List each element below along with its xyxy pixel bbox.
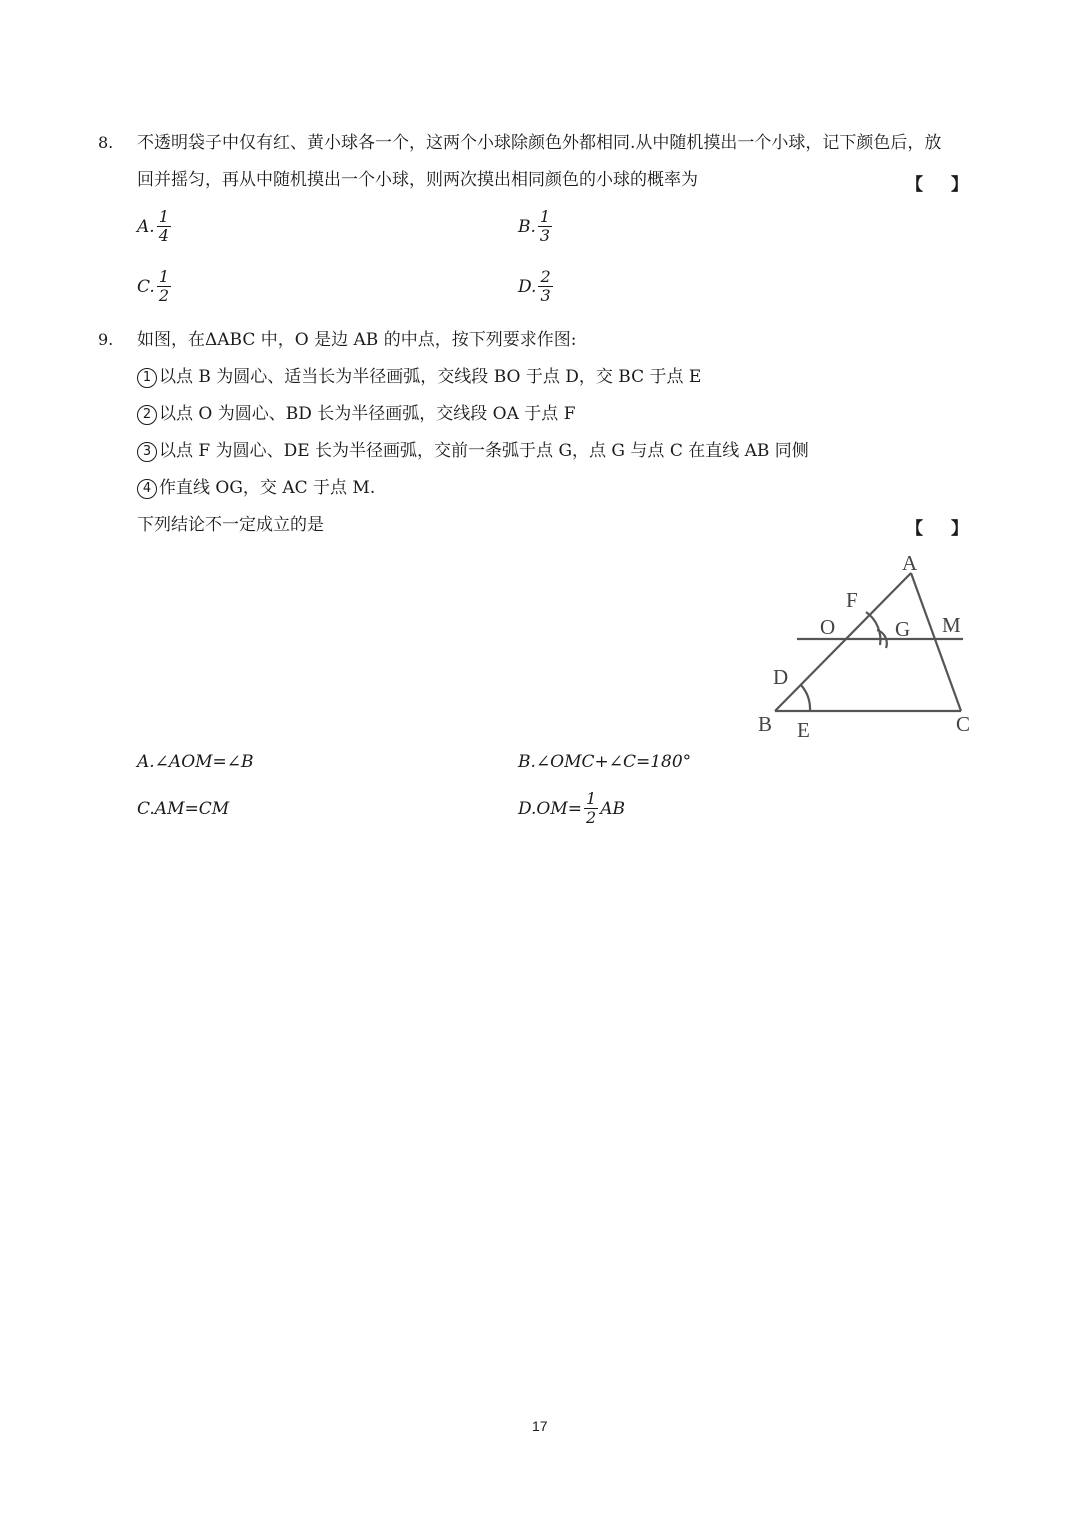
q8-option-b <box>518 208 552 245</box>
segment-ac <box>911 573 961 711</box>
q9-step-1 <box>137 367 701 388</box>
q9-number: 9. <box>98 330 114 349</box>
fraction-denominator: 2 <box>586 808 597 827</box>
q8-option-c <box>137 268 171 305</box>
fraction-denominator: 4 <box>158 226 169 245</box>
q9-answer-bracket: 【】 <box>906 519 996 539</box>
q9-question: 下列结论不一定成立的是 <box>137 515 324 535</box>
option-suffix: AB <box>600 798 625 819</box>
label-f: F <box>846 588 858 612</box>
q8-number: 8. <box>98 133 114 152</box>
fraction-denominator: 3 <box>539 226 551 245</box>
option-prefix: D.OM= <box>518 798 583 819</box>
fraction <box>157 208 171 245</box>
q9-step-4 <box>137 478 375 499</box>
option-prefix: D. <box>518 276 537 297</box>
step-text: 作直线 OG，交 AC 于点 M. <box>159 478 376 498</box>
option-prefix: B. <box>518 216 536 237</box>
label-m: M <box>942 613 961 637</box>
q9-option-a: A.∠AOM=∠B <box>137 752 254 772</box>
fraction-numerator: 1 <box>539 207 551 226</box>
label-b: B <box>758 712 773 736</box>
label-o: O <box>820 615 836 639</box>
q8-text-line1: 不透明袋子中仅有红、黄小球各一个，这两个小球除颜色外都相同.从中随机摸出一个小球，记下颜色后，放 <box>137 133 942 153</box>
q9-option-b: B.∠OMC+∠C=180° <box>518 752 692 772</box>
option-prefix: C. <box>137 276 155 297</box>
circled-number: 3 <box>137 442 157 462</box>
fraction-numerator: 2 <box>540 267 551 286</box>
step-text: 以点 B 为圆心、适当长为半径画弧，交线段 BO 于点 D，交 BC 于点 E <box>159 367 702 387</box>
q9-step-3 <box>137 441 809 462</box>
q9-intro: 如图，在ΔABC 中，O 是边 AB 的中点，按下列要求作图: <box>137 330 577 350</box>
circled-number: 4 <box>137 479 157 499</box>
label-a: A <box>902 551 918 575</box>
label-e: E <box>797 718 810 742</box>
q9-option-c: C.AM=CM <box>137 799 230 819</box>
fraction <box>538 268 552 305</box>
label-c: C <box>956 712 971 736</box>
fraction-numerator: 1 <box>158 267 169 286</box>
q8-option-a <box>137 208 171 245</box>
label-g: G <box>895 617 911 641</box>
fraction-denominator: 3 <box>540 286 551 305</box>
q8-option-d <box>518 268 553 305</box>
arc-de <box>801 685 810 711</box>
fraction-denominator: 2 <box>158 286 169 305</box>
circled-number: 2 <box>137 405 157 425</box>
q9-step-2 <box>137 404 576 425</box>
fraction-numerator: 1 <box>158 207 169 226</box>
page-number: 17 <box>532 1418 548 1434</box>
label-d: D <box>773 665 789 689</box>
step-text: 以点 O 为圆心、BD 长为半径画弧，交线段 OA 于点 F <box>159 404 576 424</box>
q9-option-d <box>518 790 625 827</box>
fraction <box>584 790 598 827</box>
fraction-numerator: 1 <box>586 789 597 808</box>
step-text: 以点 F 为圆心、DE 长为半径画弧，交前一条弧于点 G，点 G 与点 C 在直线 AB 同侧 <box>159 441 809 461</box>
fraction <box>538 208 552 245</box>
circled-number: 1 <box>137 368 157 388</box>
fraction <box>157 268 171 305</box>
option-prefix: A. <box>137 216 155 237</box>
q8-answer-bracket: 【】 <box>906 175 996 195</box>
q8-text-line2: 回并摇匀，再从中随机摸出一个小球，则两次摸出相同颜色的小球的概率为 <box>137 170 698 190</box>
segment-ab <box>775 573 911 711</box>
triangle-figure <box>745 545 985 745</box>
